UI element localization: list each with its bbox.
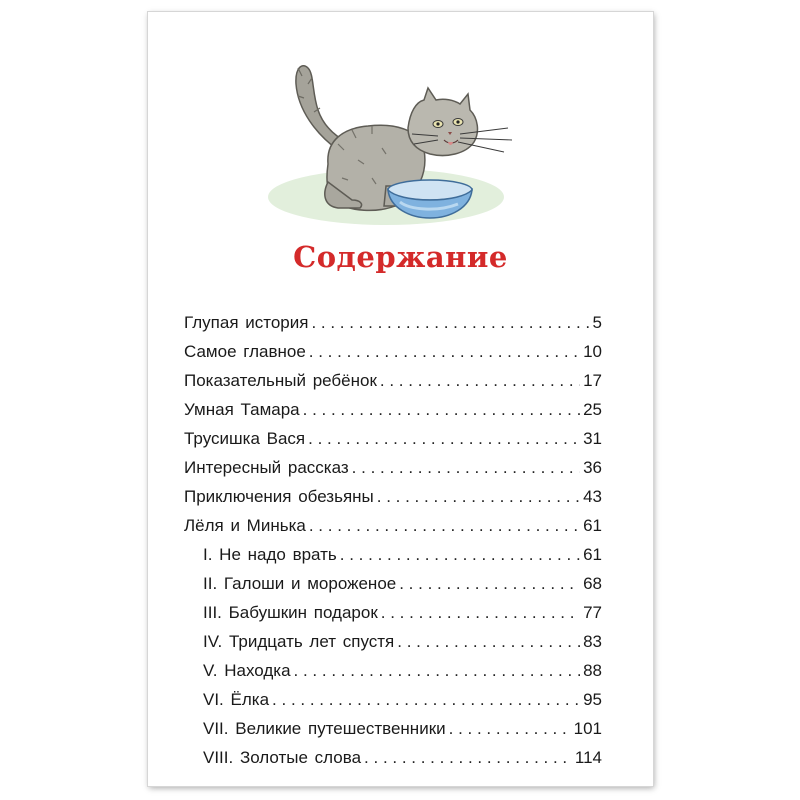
toc-entry-title: Лёля и Минька — [184, 516, 306, 535]
toc-entry-title: Интересный рассказ — [184, 458, 349, 477]
toc-dot-leader — [397, 632, 580, 652]
toc-entry-title: VIII. Золотые слова — [203, 748, 362, 767]
toc-entry-title: II. Галоши и мороженое — [203, 574, 397, 593]
toc-page-number: 88 — [583, 661, 602, 680]
toc-dot-leader — [309, 516, 580, 536]
toc-entry — [184, 338, 602, 362]
toc-entry-title: VII. Великие путешественники — [203, 719, 446, 738]
toc-entry-title: Самое главное — [184, 342, 306, 361]
toc-entry — [184, 512, 602, 536]
toc-entry-title: Приключения обезьяны — [184, 487, 374, 506]
toc-page-number: 61 — [583, 545, 602, 564]
book-page — [148, 12, 653, 786]
toc-entry-title: Показательный ребёнок — [184, 371, 377, 390]
toc-dot-leader — [308, 429, 580, 449]
toc-entry — [184, 309, 602, 333]
toc-dot-leader — [309, 342, 580, 362]
toc-dot-leader — [340, 545, 580, 565]
toc-page-number: 83 — [583, 632, 602, 651]
toc-entry — [184, 425, 602, 449]
toc-entry — [184, 454, 602, 478]
toc-page-number: 36 — [583, 458, 602, 477]
toc-dot-leader — [449, 719, 571, 739]
toc-entry — [203, 570, 602, 594]
toc-page-number: 114 — [574, 748, 602, 767]
toc-entry-title: III. Бабушкин подарок — [203, 603, 378, 622]
toc-page-number: 101 — [573, 719, 602, 738]
toc-dot-leader — [399, 574, 580, 594]
toc-entry — [203, 599, 602, 623]
toc-entry — [203, 715, 602, 739]
toc-entry — [184, 483, 602, 507]
toc-page-number: 10 — [583, 342, 602, 361]
toc-dot-leader — [381, 603, 580, 623]
toc-entry — [203, 657, 602, 681]
table-of-contents — [148, 12, 653, 786]
contents-heading: Содержание — [293, 240, 508, 274]
toc-entry-title: V. Находка — [203, 661, 291, 680]
toc-entry-title: VI. Ёлка — [203, 690, 270, 709]
toc-entry-title: Трусишка Вася — [184, 429, 306, 448]
toc-entry-title: IV. Тридцать лет спустя — [203, 632, 395, 651]
toc-dot-leader — [294, 661, 581, 681]
toc-dot-leader — [377, 487, 580, 507]
toc-entry — [203, 744, 602, 768]
toc-entry — [203, 628, 602, 652]
toc-entry-title: Глупая история — [184, 313, 309, 332]
toc-dot-leader — [352, 458, 580, 478]
toc-page-number: 95 — [583, 690, 602, 709]
toc-page-number: 43 — [583, 487, 602, 506]
toc-entry — [203, 686, 602, 710]
toc-entry-title: I. Не надо врать — [203, 545, 337, 564]
toc-page-number: 17 — [583, 371, 602, 390]
toc-dot-leader — [303, 400, 580, 420]
toc-dot-leader — [272, 690, 580, 710]
toc-dot-leader — [380, 371, 580, 391]
toc-entry — [184, 396, 602, 420]
toc-dot-leader — [364, 748, 572, 768]
toc-page-number: 25 — [583, 400, 602, 419]
toc-entry — [203, 541, 602, 565]
toc-page-number: 5 — [592, 313, 602, 332]
toc-page-number: 61 — [583, 516, 602, 535]
toc-entry-title: Умная Тамара — [184, 400, 300, 419]
toc-dot-leader — [311, 313, 589, 333]
toc-page-number: 68 — [583, 574, 602, 593]
toc-page-number: 77 — [583, 603, 602, 622]
toc-page-number: 31 — [583, 429, 602, 448]
toc-entry — [184, 367, 602, 391]
